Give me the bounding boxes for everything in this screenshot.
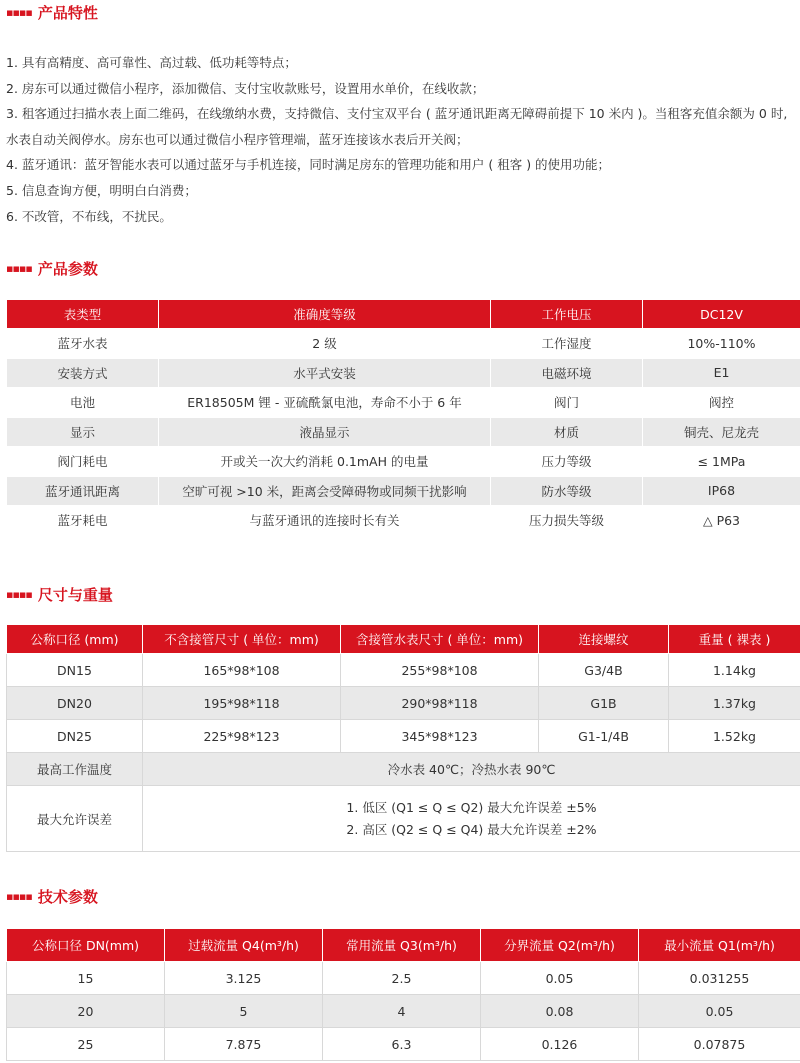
table-row — [7, 506, 800, 536]
table-cell: ≤ 1MPa — [643, 447, 800, 477]
header-cell: 过载流量 Q4(m³/h) — [165, 929, 323, 962]
tech-title: 技术参数 — [37, 887, 98, 906]
params-table — [6, 299, 800, 536]
tech-header-row — [7, 929, 800, 962]
table-cell: 最高工作温度 — [7, 753, 143, 786]
table-cell: 255*98*108 — [341, 654, 539, 687]
table-cell: 水平式安装 — [159, 358, 491, 388]
table-cell: 0.031255 — [639, 962, 800, 995]
header-cell: 含接管水表尺寸 ( 单位：mm) — [341, 625, 539, 654]
table-cell: 0.08 — [481, 995, 639, 1028]
table-cell: G3/4B — [539, 654, 669, 687]
table-cell: 液晶显示 — [159, 417, 491, 447]
header-cell: 常用流量 Q3(m³/h) — [323, 929, 481, 962]
header-cell: 分界流量 Q2(m³/h) — [481, 929, 639, 962]
table-cell: 电磁环境 — [491, 358, 643, 388]
table-cell: DN25 — [7, 720, 143, 753]
table-cell: 电池 — [7, 388, 159, 418]
table-cell: 阀门 — [491, 388, 643, 418]
table-cell: DN15 — [7, 654, 143, 687]
size-header-row — [7, 625, 800, 654]
table-row — [7, 1028, 800, 1061]
table-row — [7, 329, 800, 359]
header-cell: 表类型 — [7, 300, 159, 329]
table-cell: 安装方式 — [7, 358, 159, 388]
header-cell: 公称口径 DN(mm) — [7, 929, 165, 962]
title-dots-icon: ▪▪▪▪ — [6, 5, 32, 19]
features-list — [6, 50, 787, 229]
table-cell: 工作湿度 — [491, 329, 643, 359]
table-cell: 蓝牙耗电 — [7, 506, 159, 536]
table-cell: 防水等级 — [491, 476, 643, 506]
feature-line: 2. 房东可以通过微信小程序，添加微信、支付宝收款账号，设置用水单价，在线收款； — [6, 80, 485, 96]
table-cell: 7.875 — [165, 1028, 323, 1061]
table-cell: 165*98*108 — [143, 654, 341, 687]
error-line: 2. 高区 (Q2 ≤ Q ≤ Q4) 最大允许误差 ±2% — [346, 821, 597, 837]
table-row — [7, 720, 800, 753]
table-cell: 铜壳、尼龙壳 — [643, 417, 800, 447]
section-title-features — [6, 0, 98, 24]
table-cell: 1.52kg — [669, 720, 800, 753]
params-title: 产品参数 — [37, 259, 98, 278]
table-cell: 2.5 — [323, 962, 481, 995]
table-row — [7, 687, 800, 720]
header-cell: DC12V — [643, 300, 800, 329]
feature-line: 4. 蓝牙通讯：蓝牙智能水表可以通过蓝牙与手机连接，同时满足房东的管理功能和用户 ( 租客 ) 的使用功能； — [6, 157, 611, 173]
table-cell: 6.3 — [323, 1028, 481, 1061]
table-cell: 材质 — [491, 417, 643, 447]
table-row — [7, 388, 800, 418]
section-title-params — [6, 256, 98, 280]
table-cell: 0.05 — [639, 995, 800, 1028]
table-cell: 蓝牙通讯距离 — [7, 476, 159, 506]
table-cell: 阀门耗电 — [7, 447, 159, 477]
params-header-row — [7, 300, 800, 329]
feature-line: 3. 租客通过扫描水表上面二维码，在线缴纳水费，支持微信、支付宝双平台 ( 蓝牙通讯距离无障碍前提下 10 米内 )。当租客充值余额为 0 时, — [6, 106, 788, 122]
table-cell: 290*98*118 — [341, 687, 539, 720]
features-title: 产品特性 — [37, 3, 98, 22]
table-cell: 0.05 — [481, 962, 639, 995]
table-cell: 与蓝牙通讯的连接时长有关 — [159, 506, 491, 536]
table-cell: 5 — [165, 995, 323, 1028]
section-title-tech — [6, 884, 98, 908]
header-cell: 连接螺纹 — [539, 625, 669, 654]
table-row — [7, 962, 800, 995]
table-cell: 压力损失等级 — [491, 506, 643, 536]
table-cell: 3.125 — [165, 962, 323, 995]
tech-table — [6, 928, 800, 1061]
table-cell: 1.37kg — [669, 687, 800, 720]
table-cell: 4 — [323, 995, 481, 1028]
feature-line: 6. 不改管，不布线，不扰民。 — [6, 208, 172, 224]
table-row — [7, 358, 800, 388]
table-cell — [143, 786, 800, 852]
table-cell: 显示 — [7, 417, 159, 447]
table-cell: 195*98*118 — [143, 687, 341, 720]
table-cell: 压力等级 — [491, 447, 643, 477]
feature-line: 5. 信息查询方便，明明白白消费； — [6, 182, 197, 198]
table-cell: G1B — [539, 687, 669, 720]
header-cell: 最小流量 Q1(m³/h) — [639, 929, 800, 962]
table-cell: 阀控 — [643, 388, 800, 418]
header-cell: 重量 ( 裸表 ) — [669, 625, 800, 654]
table-cell: 冷水表 40℃；冷热水表 90℃ — [143, 753, 800, 786]
table-row — [7, 753, 800, 786]
table-row — [7, 995, 800, 1028]
table-cell: ER18505M 锂 - 亚硫酰氯电池，寿命不小于 6 年 — [159, 388, 491, 418]
table-cell: G1-1/4B — [539, 720, 669, 753]
size-table — [6, 624, 800, 852]
table-row — [7, 417, 800, 447]
section-title-size — [6, 582, 113, 606]
header-cell: 公称口径 (mm) — [7, 625, 143, 654]
title-dots-icon: ▪▪▪▪ — [6, 889, 32, 903]
table-cell: 20 — [7, 995, 165, 1028]
table-cell: E1 — [643, 358, 800, 388]
table-cell: 蓝牙水表 — [7, 329, 159, 359]
title-dots-icon: ▪▪▪▪ — [6, 261, 32, 275]
table-cell: 25 — [7, 1028, 165, 1061]
table-row — [7, 786, 800, 852]
table-cell: 空旷可视 >10 米，距离会受障碍物或同频干扰影响 — [159, 476, 491, 506]
table-cell: △ P63 — [643, 506, 800, 536]
feature-line: 水表自动关阀停水。房东也可以通过微信小程序管理端，蓝牙连接该水表后开关阀； — [6, 131, 469, 147]
header-cell: 工作电压 — [491, 300, 643, 329]
table-cell: 2 级 — [159, 329, 491, 359]
feature-line: 1. 具有高精度、高可靠性、高过载、低功耗等特点； — [6, 55, 297, 70]
table-cell: 345*98*123 — [341, 720, 539, 753]
error-line: 1. 低区 (Q1 ≤ Q ≤ Q2) 最大允许误差 ±5% — [346, 799, 597, 815]
table-cell: 10%-110% — [643, 329, 800, 359]
table-cell: IP68 — [643, 476, 800, 506]
title-dots-icon: ▪▪▪▪ — [6, 587, 32, 601]
table-cell: 开或关一次大约消耗 0.1mAH 的电量 — [159, 447, 491, 477]
table-cell: 15 — [7, 962, 165, 995]
header-cell: 准确度等级 — [159, 300, 491, 329]
table-cell: 0.126 — [481, 1028, 639, 1061]
table-cell: 1.14kg — [669, 654, 800, 687]
table-row — [7, 447, 800, 477]
header-cell: 不含接管尺寸 ( 单位：mm) — [143, 625, 341, 654]
table-row — [7, 654, 800, 687]
table-cell: 最大允许误差 — [7, 786, 143, 852]
size-title: 尺寸与重量 — [37, 585, 113, 604]
table-row — [7, 476, 800, 506]
table-cell: 0.07875 — [639, 1028, 800, 1061]
table-cell: DN20 — [7, 687, 143, 720]
table-cell: 225*98*123 — [143, 720, 341, 753]
